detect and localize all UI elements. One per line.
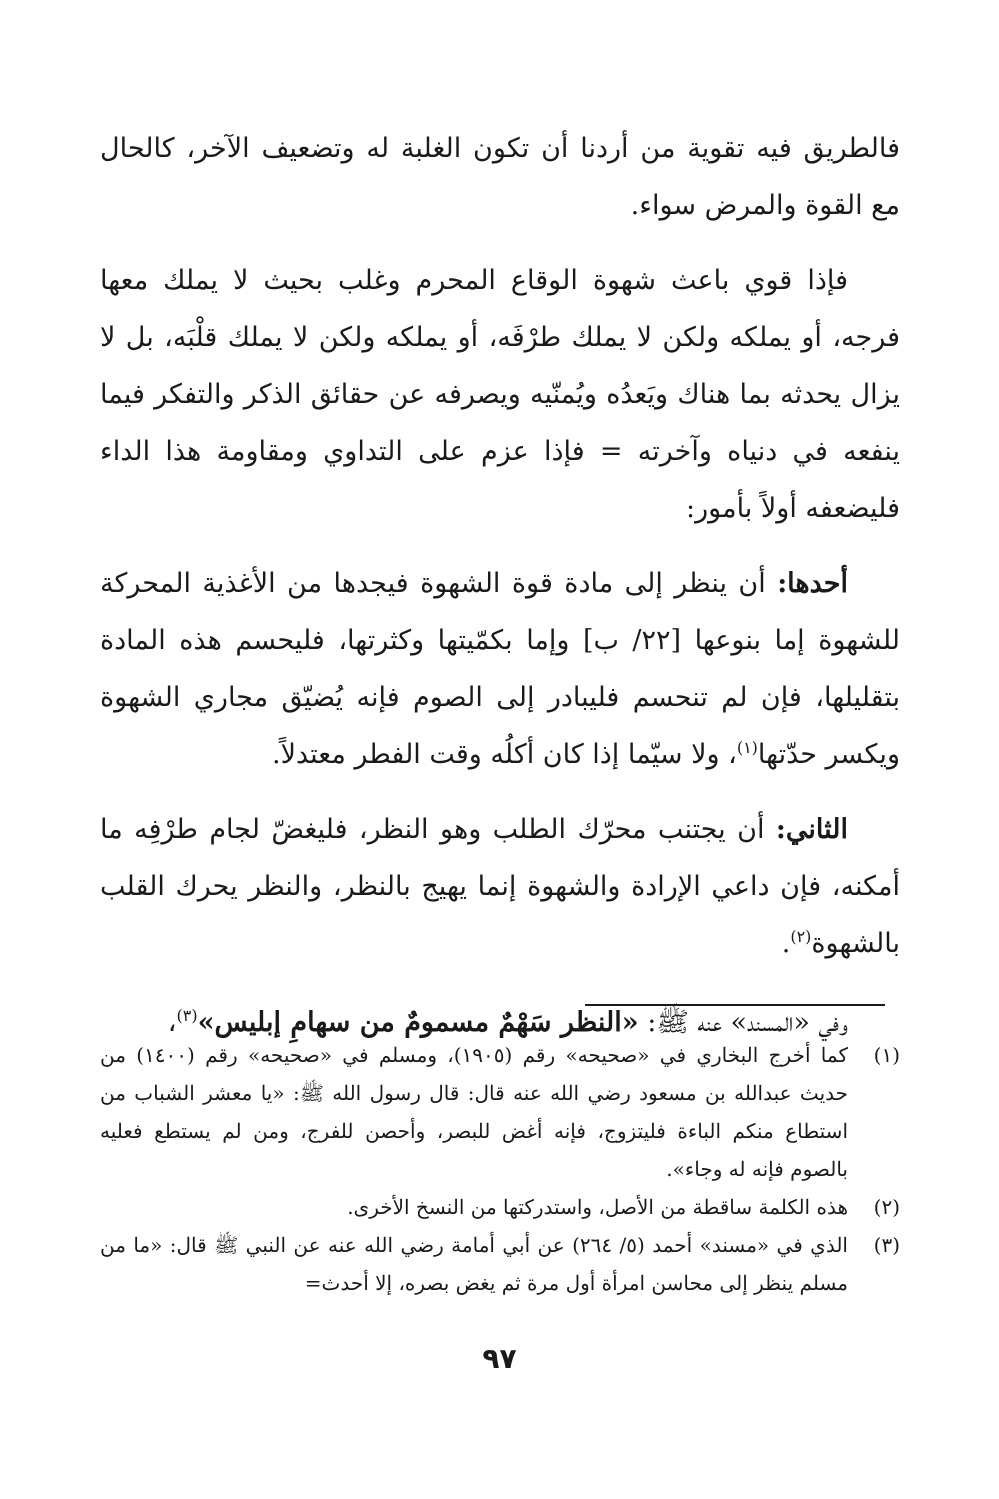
- footnote-text: كما أخرج البخاري في «صحيحه» رقم (١٩٠٥)، ومسلم في «صحيحه» رقم (١٤٠٠) من حديث عبدالله بن مسعود رضي الله عنه قال: قال رسول الله ﷺ: «يا معشر الشباب من استطاع منكم الباءة فليتزوج، فإنه أغض للبصر، وأحصن للفرج، ومن لم يستطع فعليه بالصوم فإنه له وجاء».: [100, 1043, 848, 1181]
- footnote-text: هذه الكلمة ساقطة من الأصل، واستدركتها من النسخ الأخرى.: [347, 1195, 848, 1219]
- paragraph-5-text: وفي «المسند» عنه ﷺ:: [638, 1007, 848, 1038]
- paragraph-3-text-b: ، ولا سيّما إذا كان أكلُه وقت الفطر معتدلاً.: [272, 739, 737, 770]
- paragraph-1: فالطريق فيه تقوية من أردنا أن تكون الغلبة له وتضعيف الآخر، كالحال مع القوة والمرض سواء.: [100, 133, 900, 221]
- footnote-number: (١): [873, 1043, 900, 1067]
- footnote-1: [100, 1036, 900, 1188]
- footnote-ref-2: (٢): [790, 927, 812, 946]
- paragraph-3-text-a: أن ينظر إلى مادة قوة الشهوة فيجدها من الأغذية المحركة للشهوة إما بنوعها [٢٢/ ب] وإما بكمّيتها وكثرتها، فليحسم هذه المادة بتقليلها، فإن لم تنحسم فليبادر إلى الصوم فإنه يُضيّق مجاري الشهوة ويكسر حدّتها: [100, 568, 900, 770]
- paragraph-4: [100, 801, 900, 972]
- paragraph-2: فإذا قوي باعث شهوة الوقاع المحرم وغلب بحيث لا يملك معها فرجه، أو يملكه ولكن لا يملك طرْفَه، أو يملكه ولكن لا يملك قلْبَه، بل لا يزال يحدثه بما هناك ويَعدُه ويُمنّيه ويصرفه عن حقائق الذكر والتفكر فيما ينفعه في دنياه وآخرته = فإذا عزم على التداوي ومقاومة هذا الداء فليضعفه أولاً بأمور:: [100, 265, 900, 524]
- footnote-ref-3: (٣): [176, 1006, 198, 1025]
- footnotes: [100, 1036, 900, 1302]
- footnote-3: [100, 1226, 900, 1302]
- paragraph-5-end: ،: [167, 1007, 177, 1038]
- footnote-separator: [585, 1004, 885, 1006]
- paragraph-4-lead: الثاني:: [775, 814, 848, 845]
- paragraph-4-end: .: [781, 928, 791, 959]
- page-number: ٩٧: [482, 1342, 517, 1375]
- paragraph-4-text: أن يجتنب محرّك الطلب وهو النظر، فليغضّ لجام طرْفِه ما أمكنه، فإن داعي الإرادة والشهوة إنما يهيج بالنظر، والنظر يحرك القلب بالشهوة: [100, 814, 900, 959]
- footnote-number: (٣): [873, 1233, 900, 1257]
- footnote-ref-1: (١): [736, 738, 758, 757]
- main-text: [100, 120, 900, 1051]
- footnote-text: الذي في «مسند» أحمد (٥/ ٢٦٤) عن أبي أمامة رضي الله عنه عن النبي ﷺ قال: «ما من مسلم ينظر إلى محاسن امرأة أول مرة ثم يغض بصره، إلا أحدث=: [100, 1233, 848, 1295]
- footnote-number: (٢): [873, 1195, 900, 1219]
- paragraph-3-lead: أحدها:: [777, 568, 848, 599]
- paragraph-3: [100, 555, 900, 783]
- footnote-2: [100, 1188, 900, 1226]
- hadith-quote: «النظر سَهْمٌ مسمومٌ من سهامِ إبليس»: [197, 1007, 639, 1038]
